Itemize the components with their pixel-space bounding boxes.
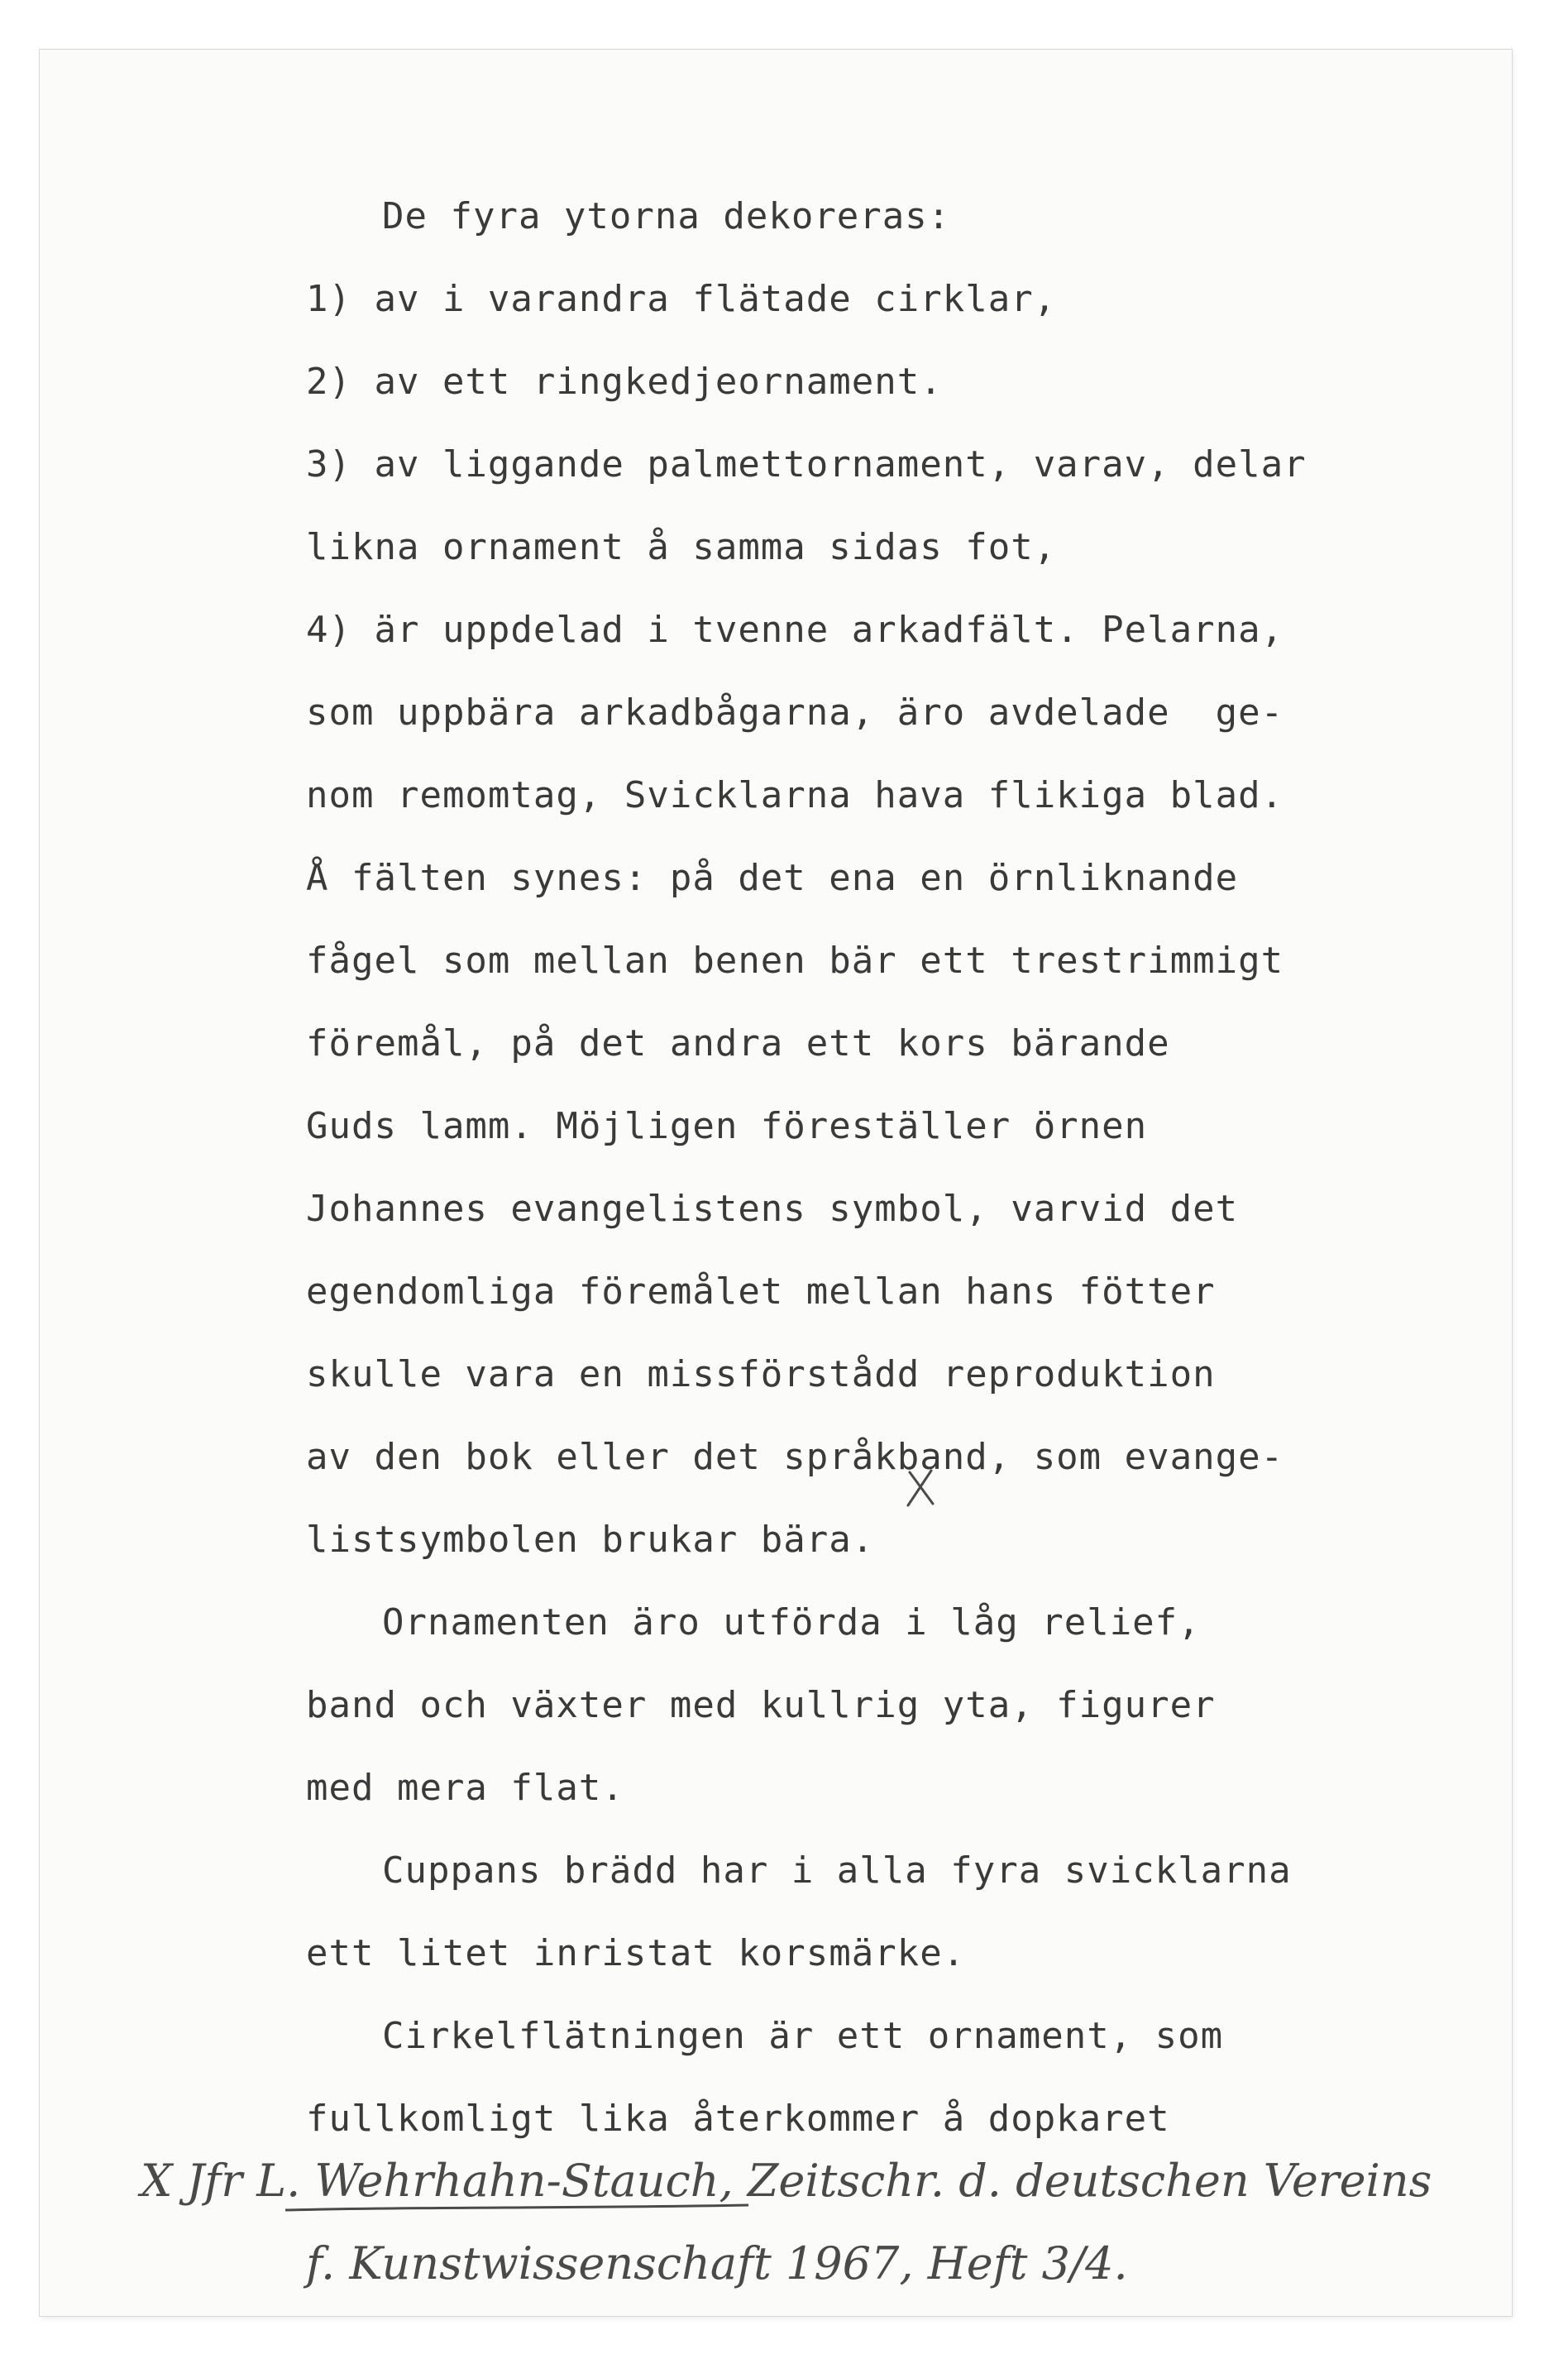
typewritten-text-block	[306, 190, 1447, 2175]
text-line: likna ornament å samma sidas fot,	[306, 526, 1057, 568]
text-line: 3) av liggande palmettornament, varav, delar	[306, 443, 1307, 486]
text-line: 1) av i varandra flätade cirklar,	[306, 278, 1057, 320]
text-line: nom remomtag, Svicklarna hava flikiga blad.	[306, 774, 1284, 816]
handwritten-footnote-line-1: X Jfr L. Wehrhahn-Stauch, Zeitschr. d. deutschen Vereins	[141, 2155, 1432, 2207]
text-line: ett litet inristat korsmärke.	[306, 1932, 966, 1974]
text-line: Å fälten synes: på det ena en örnliknande	[306, 857, 1239, 899]
text-line: Guds lamm. Möjligen föreställer örnen	[306, 1105, 1148, 1147]
text-line: egendomliga föremålet mellan hans fötter	[306, 1270, 1216, 1313]
text-line-content: listsymbolen brukar bära.	[306, 1519, 875, 1561]
text-line: band och växter med kullrig yta, figurer	[306, 1684, 1216, 1726]
text-line: av den bok eller det språkband, som evange-	[306, 1436, 1284, 1478]
handwritten-footnote-line-2: f. Kunstwissenschaft 1967, Heft 3/4.	[306, 2237, 1128, 2289]
text-line: 2) av ett ringkedjeornament.	[306, 361, 943, 403]
text-line: Johannes evangelistens symbol, varvid det	[306, 1188, 1239, 1230]
text-line: Cirkelflätningen är ett ornament, som	[382, 2015, 1224, 2057]
text-line: med mera flat.	[306, 1767, 624, 1809]
text-line: De fyra ytorna dekoreras:	[382, 195, 951, 237]
text-line: 4) är uppdelad i tvenne arkadfält. Pelarna,	[306, 609, 1284, 651]
text-line: skulle vara en missförstådd reproduktion	[306, 1353, 1216, 1395]
text-line: Cuppans brädd har i alla fyra svicklarna	[382, 1849, 1292, 1892]
text-line	[306, 1514, 1447, 1596]
text-line: fullkomligt lika återkommer å dopkaret	[306, 2098, 1170, 2140]
text-line: föremål, på det andra ett kors bärande	[306, 1022, 1170, 1065]
text-line: fågel som mellan benen bär ett trestrimmigt	[306, 940, 1284, 982]
text-line: Ornamenten äro utförda i låg relief,	[382, 1601, 1201, 1643]
text-line: som uppbära arkadbågarna, äro avdelade ge-	[306, 691, 1284, 734]
